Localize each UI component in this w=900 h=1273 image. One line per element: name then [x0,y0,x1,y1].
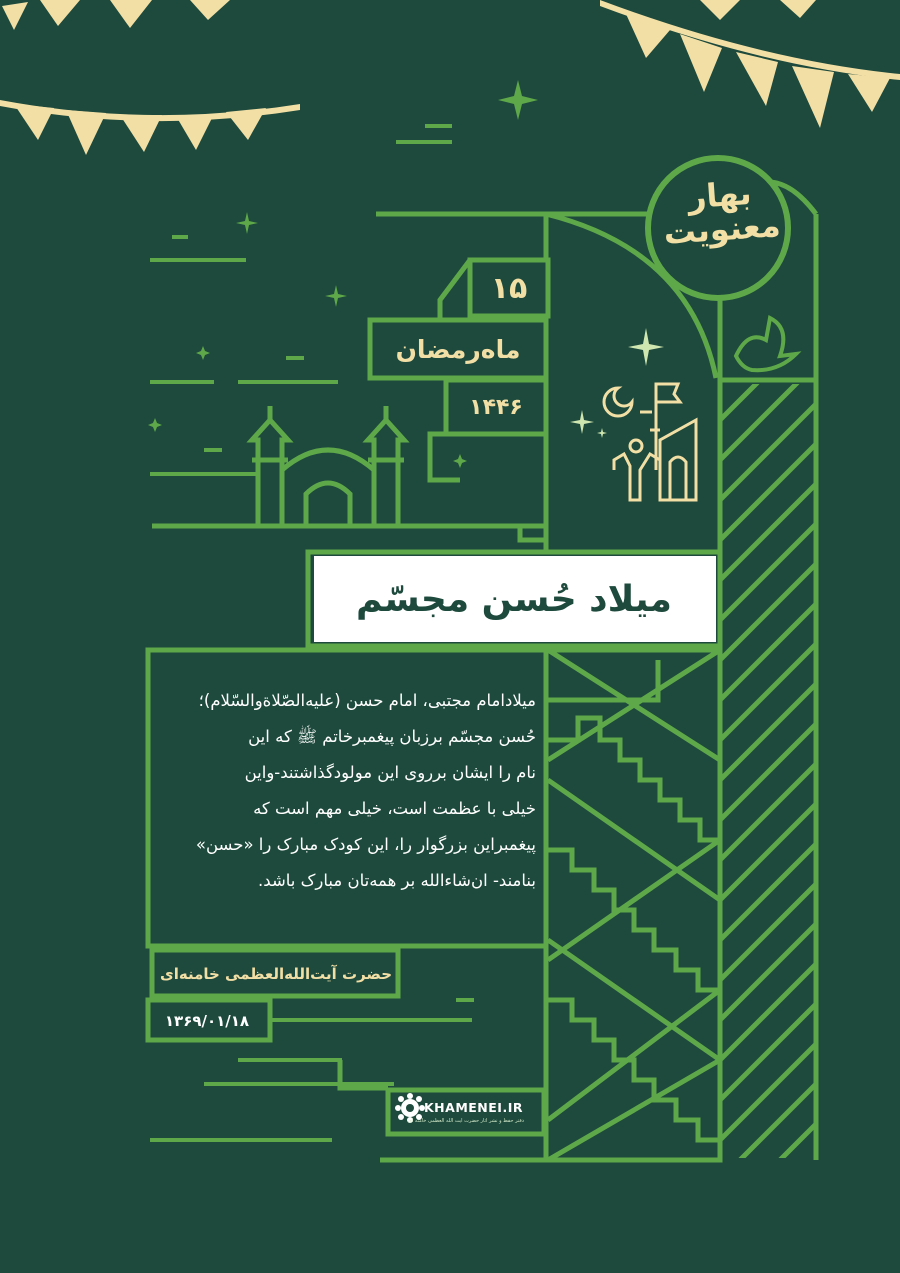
mosque-illustration [252,406,404,526]
date-day: ۱۵ [490,270,528,306]
quote-line: میلادامام مجتبی، امام حسن (علیه‌الصّلاةوالسّلام)؛ [198,691,536,710]
logo-title [649,173,796,283]
sparkle-star-cream [570,328,664,438]
brand-link[interactable] [390,1092,540,1132]
quote-text [160,683,536,923]
bunting-flags-left [0,0,300,155]
quote-author: حضرت آیت‌الله‌العظمی خامنه‌ای [160,965,393,983]
quote-line: پیغمبراین بزرگوار را، این کودک مبارک را «حسن» [195,835,536,854]
quote-line: حُسن مجسّم برزبان پیغمبرخاتم ﷺ که این [248,727,536,746]
bunting-flags-right [600,0,900,128]
quote-line: خیلی با عظمت است، خیلی مهم است که [253,799,536,818]
brand-subtitle: دفتر حفظ و نشر آثار حضرت آیت الله العظمی خامنه ای [408,1118,524,1124]
headline-title: میلاد حُسن مجسّم [356,578,672,620]
logo-line1: بهار [686,173,753,217]
dove-icon [736,318,796,370]
quote-date: ۱۳۶۹/۰۱/۱۸ [164,1012,250,1030]
celebration-illustration [604,384,696,500]
quote-line: نام را ایشان برروی این مولودگذاشتند-واین [244,763,536,782]
date-year: ۱۴۴۶ [469,394,523,420]
logo-line2: معنویت [662,205,782,253]
quote-line: بنامند- ان‌شاءالله بر همه‌تان مبارک باشد. [258,871,536,890]
date-month: ماه‌رمضان [395,334,521,364]
brand-name[interactable]: KHAMENEI.IR [424,1100,523,1115]
